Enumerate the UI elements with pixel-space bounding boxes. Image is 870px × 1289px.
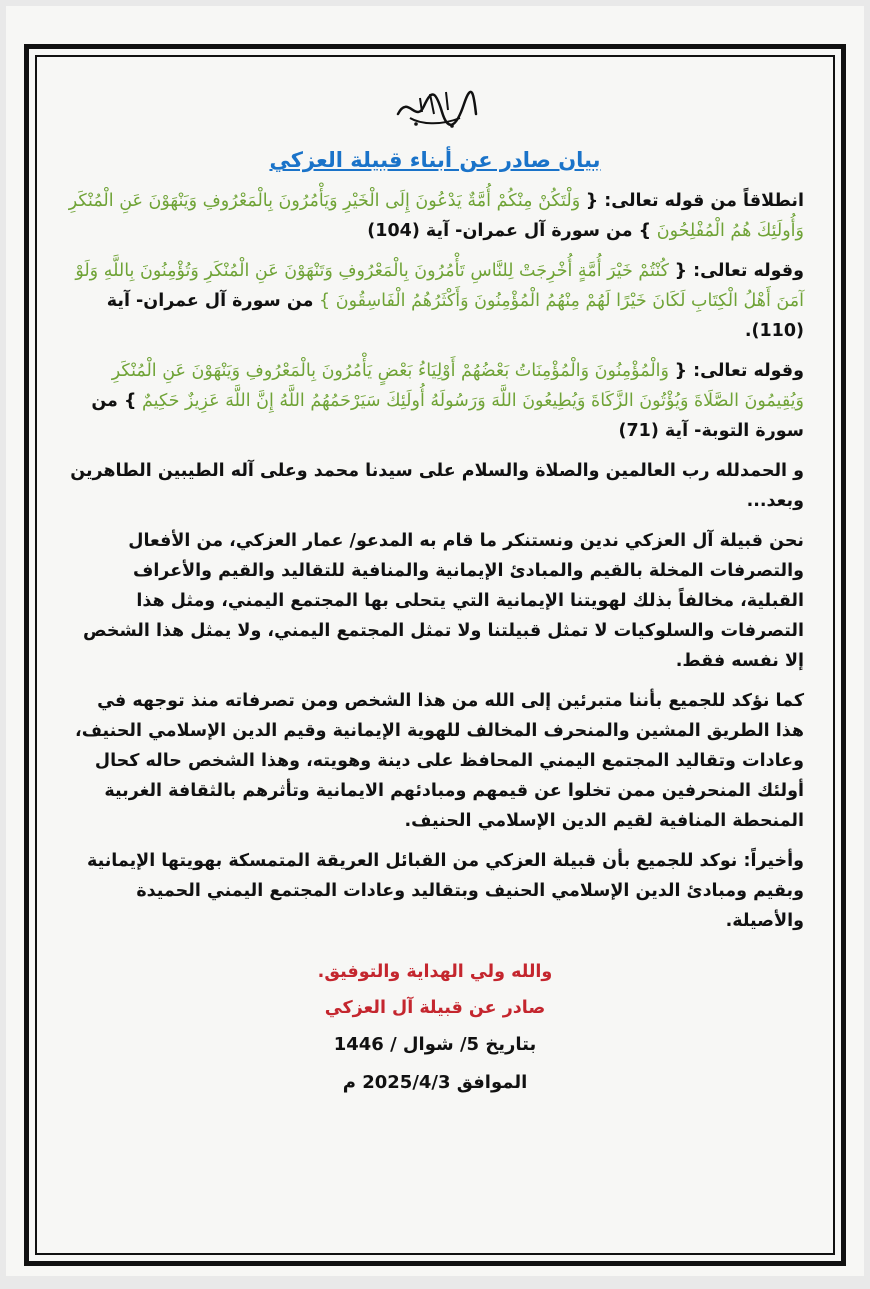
disavowal-paragraph: كما نؤكد للجميع بأننا متبرئين إلى الله من هذا الشخص ومن تصرفاته منذ توجهه في هذا الطريق المشين والمنحرف المخالف للهوية الإيمانية وقيم الدين الإسلامي الحنيف، وعادات وتقاليد المجتمع اليمني المحافظ على دينة وهويته، وهذا الشخص حاله كحال أولئك المنحرفين ممن تخلوا عن قيمهم ومبادئهم الايمانية وتأثرهم بالثقافة الغربية المنحطة المنافية لقيم الدين الإسلامي الحنيف. <box>75 691 804 831</box>
verse-1 <box>66 186 804 246</box>
conclusion-paragraph: وأخيراً: نوكد للجميع بأن قبيلة العزكي من القبائل العريقة المتمسكة بهويتها الإيمانية وبقيم ومبادئ الدين الإسلامي الحنيف وبتقاليد وعادات المجتمع اليمني الحميدة والأصيلة. <box>86 851 804 931</box>
verse-reference: من سورة آل عمران- آية (110). <box>106 291 804 341</box>
statement-content <box>66 84 804 1102</box>
statement-title: بيان صادر عن أبناء قبيلة العزكي <box>269 148 601 172</box>
verse-label: وقوله تعالى: { <box>674 361 804 381</box>
verse-text: وَلْتَكُنْ مِنْكُمْ أُمَّةٌ يَدْعُونَ إِلَى الْخَيْرِ وَيَأْمُرُونَ بِالْمَعْرُوفِ وَيَنْهَوْنَ عَنِ الْمُنْكَرِ وَأُولَئِكَ هُمُ الْمُفْلِحُونَ <box>68 191 804 241</box>
gregorian-date: الموافق 2025/4/3 م <box>342 1072 528 1093</box>
verse-2 <box>66 256 804 346</box>
basmala-icon <box>66 84 804 138</box>
hijri-date: بتاريخ 5/ شوال / 1446 <box>333 1034 537 1055</box>
issuer-line: صادر عن قبيلة آل العزكي <box>324 998 546 1018</box>
verse-text: كُنْتُمْ خَيْرَ أُمَّةٍ أُخْرِجَتْ لِلنَّاسِ تَأْمُرُونَ بِالْمَعْرُوفِ وَتَنْهَوْنَ عَنِ الْمُنْكَرِ وَتُؤْمِنُونَ بِاللَّهِ وَلَوْ آمَنَ أَهْلُ الْكِتَابِ لَكَانَ خَيْرًا لَهُمْ مِنْهُمُ الْمُؤْمِنُونَ وَأَكْثَرُهُمُ الْفَاسِقُونَ } <box>75 261 804 311</box>
closing-prayer: والله ولي الهداية والتوفيق. <box>317 962 553 982</box>
verse-reference: } من سورة آل عمران- آية (104) <box>367 221 652 241</box>
document-page <box>6 6 864 1276</box>
verse-label: انطلاقاً من قوله تعالى: { <box>585 191 804 211</box>
praise-paragraph: و الحمدلله رب العالمين والصلاة والسلام على سيدنا محمد وعلى آله الطيبين الطاهرين وبعد... <box>70 461 804 511</box>
verse-text: وَالْمُؤْمِنُونَ وَالْمُؤْمِنَاتُ بَعْضُهُمْ أَوْلِيَاءُ بَعْضٍ يَأْمُرُونَ بِالْمَعْرُوفِ وَيَنْهَوْنَ عَنِ الْمُنْكَرِ وَيُقِيمُونَ الصَّلَاةَ وَيُؤْتُونَ الزَّكَاةَ وَيُطِيعُونَ اللَّهَ وَرَسُولَهُ أُولَئِكَ سَيَرْحَمُهُمُ اللَّهُ إِنَّ اللَّهَ عَزِيزٌ حَكِيمٌ <box>111 361 804 411</box>
verse-3 <box>66 356 804 446</box>
verse-reference: } من سورة التوبة- آية (71) <box>91 391 804 441</box>
condemnation-paragraph: نحن قبيلة آل العزكي ندين ونستنكر ما قام به المدعو/ عمار العزكي، من الأفعال والتصرفات المخلة بالقيم والمبادئ الإيمانية والمنافية للتقاليد والقيم والأعراف القبلية، مخالفاً بذلك لهويتنا الإيمانية التي يتحلى بها المجتمع اليمني، ومثل هذا التصرفات والسلوكيات لا تمثل قبيلتنا ولا تمثل المجتمع اليمني، ولا يمثل هذا الشخص إلا نفسه فقط. <box>82 531 804 671</box>
closing-block <box>66 954 804 1102</box>
verse-label: وقوله تعالى: { <box>674 261 804 281</box>
